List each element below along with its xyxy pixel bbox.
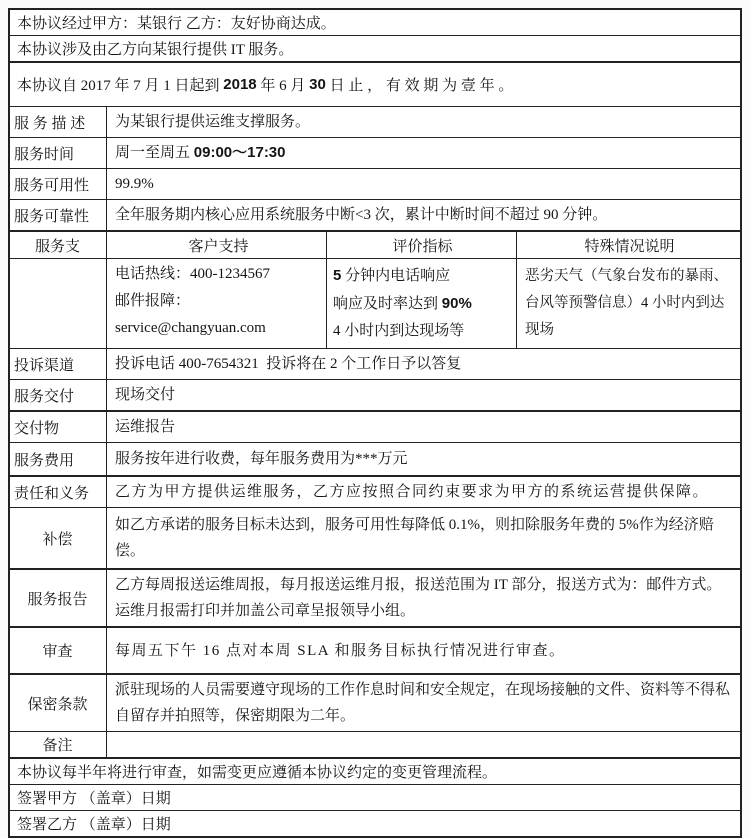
confidentiality-label: 保密条款: [10, 675, 107, 731]
table-row: [10, 442, 740, 475]
table-row: [10, 757, 740, 784]
support-col3-header: 评价指标: [327, 232, 517, 258]
sign-party-b-text: 签署乙方 （盖章）日期: [17, 817, 171, 833]
fee-label: 服务费用: [10, 443, 107, 475]
review-label: 审查: [10, 628, 107, 673]
table-row: [10, 10, 740, 35]
deliverable-label: 交付物: [10, 412, 107, 442]
compensation-label: 补偿: [10, 508, 107, 568]
email-text: 邮件报障：service@changyuan.com: [115, 293, 266, 336]
table-row: [10, 168, 740, 199]
remarks-value: [107, 732, 740, 757]
table-row: [10, 410, 740, 442]
metric1-number: 5: [333, 267, 342, 284]
table-row: [10, 137, 740, 168]
metric-onsite: 4 小时内到达现场等: [333, 323, 465, 339]
availability-label: 服务可用性: [10, 169, 107, 199]
fee-value: 服务按年进行收费，每年服务费用为***万元: [115, 451, 408, 467]
table-row: [10, 348, 740, 379]
support-col2-header: 客户支持: [107, 232, 327, 258]
support-special-cell: [517, 259, 740, 348]
sign-party-a-text: 签署甲方 （盖章）日期: [17, 791, 171, 807]
table-row: [10, 626, 740, 673]
support-header-row: [10, 230, 740, 258]
compensation-value: 如乙方承诺的服务目标未达到，服务可用性每降低 0.1%，则扣除服务年费的 5%作为经济赔偿。: [115, 517, 714, 559]
service-desc-value: 为某银行提供运维支撑服务。: [115, 114, 311, 130]
validity-day-end: 30: [309, 76, 326, 93]
service-time-value: [107, 138, 740, 168]
table-row: [10, 810, 740, 836]
availability-value: 99.9%: [115, 176, 154, 192]
table-row: [10, 199, 740, 230]
table-row: [10, 61, 740, 106]
table-row: [10, 731, 740, 757]
table-row: [10, 379, 740, 410]
remarks-label: 备注: [10, 732, 107, 757]
complaint-value: 投诉电话 400-7654321 投诉将在 2 个工作日予以答复: [115, 356, 462, 372]
table-row: [10, 35, 740, 61]
table-row: [10, 475, 740, 507]
complaint-label: 投诉渠道: [10, 349, 107, 379]
responsibility-label: 责任和义务: [10, 477, 107, 507]
review-value: 每周五下午 16 点对本周 SLA 和服务目标执行情况进行审查。: [115, 642, 566, 659]
metric-phone-response: [333, 262, 512, 290]
delivery-label: 服务交付: [10, 380, 107, 410]
report-value: 乙方每周报送运维周报，每月报送运维月报，报送范围为 IT 部分，报送方式为：邮件方式。运维月报需打印并加盖公司章呈报领导小组。: [115, 577, 722, 619]
service-time-label: 服务时间: [10, 138, 107, 168]
agreement-parties-text: 本协议经过甲方：某银行 乙方：友好协商达成。: [17, 16, 336, 32]
table-row: [10, 568, 740, 626]
table-row: [10, 106, 740, 137]
confidentiality-value: 派驻现场的人员需要遵守现场的工作作息时间和安全规定，在现场接触的文件、资料等不得私自留存并拍照等，保密期限为二年。: [115, 682, 731, 724]
metric-response-rate: [333, 290, 512, 318]
report-label: 服务报告: [10, 570, 107, 626]
support-col1-header: 服务支: [10, 232, 107, 258]
validity-seg1: 本协议自 2017 年 7 月 1 日起到: [17, 78, 224, 94]
hotline-text: 电话热线：400-1234567: [115, 266, 270, 282]
sla-agreement-table: [8, 8, 742, 838]
agreement-scope-text: 本协议涉及由乙方向某银行提供 IT 服务。: [17, 42, 294, 58]
support-col4-header: 特殊情况说明: [584, 238, 675, 255]
metric1-text: 分钟内电话响应: [341, 268, 451, 284]
support-content-row: [10, 258, 740, 348]
table-row: [10, 784, 740, 810]
deliverable-value: 运维报告: [115, 419, 176, 435]
support-empty-cell: [10, 259, 107, 348]
support-metrics-cell: [327, 259, 517, 348]
table-row: [10, 507, 740, 568]
validity-seg3: 年 6 月: [256, 78, 310, 94]
service-time-hours: 09:00～17:30: [193, 144, 286, 161]
service-time-days: 周一至周五: [115, 145, 194, 161]
metric2-text: 响应及时率达到: [333, 296, 442, 312]
responsibility-value: 乙方为甲方提供运维服务，乙方应按照合同约束要求为甲方的系统运营提供保障。: [115, 484, 710, 500]
change-policy-text: 本协议每半年将进行审查，如需变更应遵循本协议约定的变更管理流程。: [17, 765, 498, 781]
validity-seg5: 日 止 ， 有 效 期 为 壹 年 。: [325, 78, 514, 94]
reliability-value: 全年服务期内核心应用系统服务中断<3 次，累计中断时间不超过 90 分钟。: [115, 207, 608, 223]
table-row: [10, 673, 740, 731]
service-desc-label: 服 务 描 述: [10, 107, 107, 137]
support-contact-cell: [107, 259, 327, 348]
special-weather-text: 恶劣天气（气象台发布的暴雨、台风等预警信息）4 小时内到达现场: [525, 268, 728, 338]
reliability-label: 服务可靠性: [10, 200, 107, 230]
validity-period-text: [10, 63, 740, 106]
metric2-number: 90%: [441, 295, 472, 312]
delivery-value: 现场交付: [115, 387, 176, 403]
validity-year-end: 2018: [223, 76, 257, 93]
